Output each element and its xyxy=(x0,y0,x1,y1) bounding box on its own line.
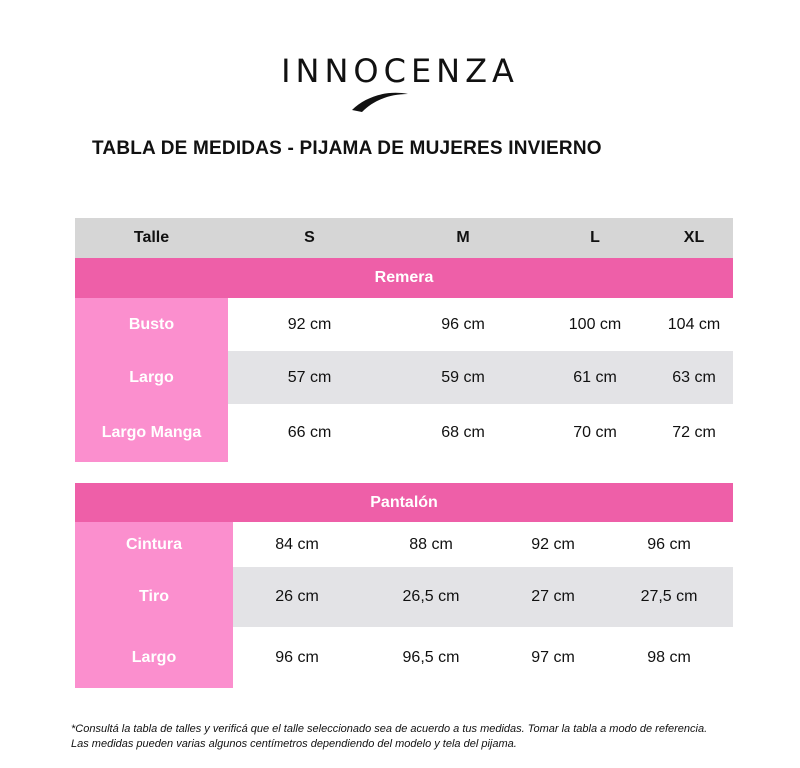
size-table-remera xyxy=(75,218,733,462)
table-cell: 61 cm xyxy=(535,351,655,404)
table-cell: 97 cm xyxy=(501,627,605,688)
table-cell: 59 cm xyxy=(391,351,535,404)
table-cell: 104 cm xyxy=(655,298,733,351)
row-label: Largo xyxy=(75,627,233,688)
table-cell: 98 cm xyxy=(605,627,733,688)
table-cell: 84 cm xyxy=(233,522,361,567)
table-row xyxy=(75,522,733,567)
table-cell: 68 cm xyxy=(391,404,535,462)
section-row-remera xyxy=(75,258,733,298)
table-cell: 92 cm xyxy=(228,298,391,351)
table-cell: 72 cm xyxy=(655,404,733,462)
table-cell: 27 cm xyxy=(501,567,605,627)
header-size-s: S xyxy=(228,218,391,258)
header-size-l: L xyxy=(535,218,655,258)
row-label: Busto xyxy=(75,298,228,351)
row-label: Tiro xyxy=(75,567,233,627)
table-row xyxy=(75,627,733,688)
brand-logo xyxy=(0,52,800,90)
section-label-pantalon: Pantalón xyxy=(75,483,733,522)
footnote-line-1: *Consultá la tabla de talles y verificá que el talle seleccionado sea de acuerdo a tus medidas. Tomar la tabla a modo de referencia. xyxy=(71,723,708,735)
section-row-pantalon xyxy=(75,483,733,522)
table-cell: 57 cm xyxy=(228,351,391,404)
table-cell: 26 cm xyxy=(233,567,361,627)
section-label-remera: Remera xyxy=(75,258,733,298)
table-row xyxy=(75,567,733,627)
size-table-pantalon xyxy=(75,483,733,688)
table-cell: 96,5 cm xyxy=(361,627,501,688)
brand-logo-text: INNOCENZA xyxy=(281,52,519,90)
size-header-row xyxy=(75,218,733,258)
row-label: Largo Manga xyxy=(75,404,228,462)
header-label-talle: Talle xyxy=(75,218,228,258)
table-cell: 96 cm xyxy=(605,522,733,567)
table-cell: 92 cm xyxy=(501,522,605,567)
row-label: Largo xyxy=(75,351,228,404)
table-cell: 66 cm xyxy=(228,404,391,462)
row-label: Cintura xyxy=(75,522,233,567)
page-title: TABLA DE MEDIDAS - PIJAMA DE MUJERES INVIERNO xyxy=(92,138,602,159)
footnote-line-2: Las medidas pueden varias algunos centímetros dependiendo del modelo y tela del pijama. xyxy=(71,738,517,750)
table-row xyxy=(75,298,733,351)
header-size-m: M xyxy=(391,218,535,258)
logo-swoosh-icon xyxy=(348,88,410,114)
table-cell: 27,5 cm xyxy=(605,567,733,627)
table-cell: 70 cm xyxy=(535,404,655,462)
table-row xyxy=(75,404,733,462)
table-row xyxy=(75,351,733,404)
table-cell: 63 cm xyxy=(655,351,733,404)
table-cell: 88 cm xyxy=(361,522,501,567)
table-cell: 96 cm xyxy=(233,627,361,688)
table-cell: 96 cm xyxy=(391,298,535,351)
footnote xyxy=(71,722,781,752)
table-cell: 100 cm xyxy=(535,298,655,351)
table-cell: 26,5 cm xyxy=(361,567,501,627)
header-size-xl: XL xyxy=(655,218,733,258)
